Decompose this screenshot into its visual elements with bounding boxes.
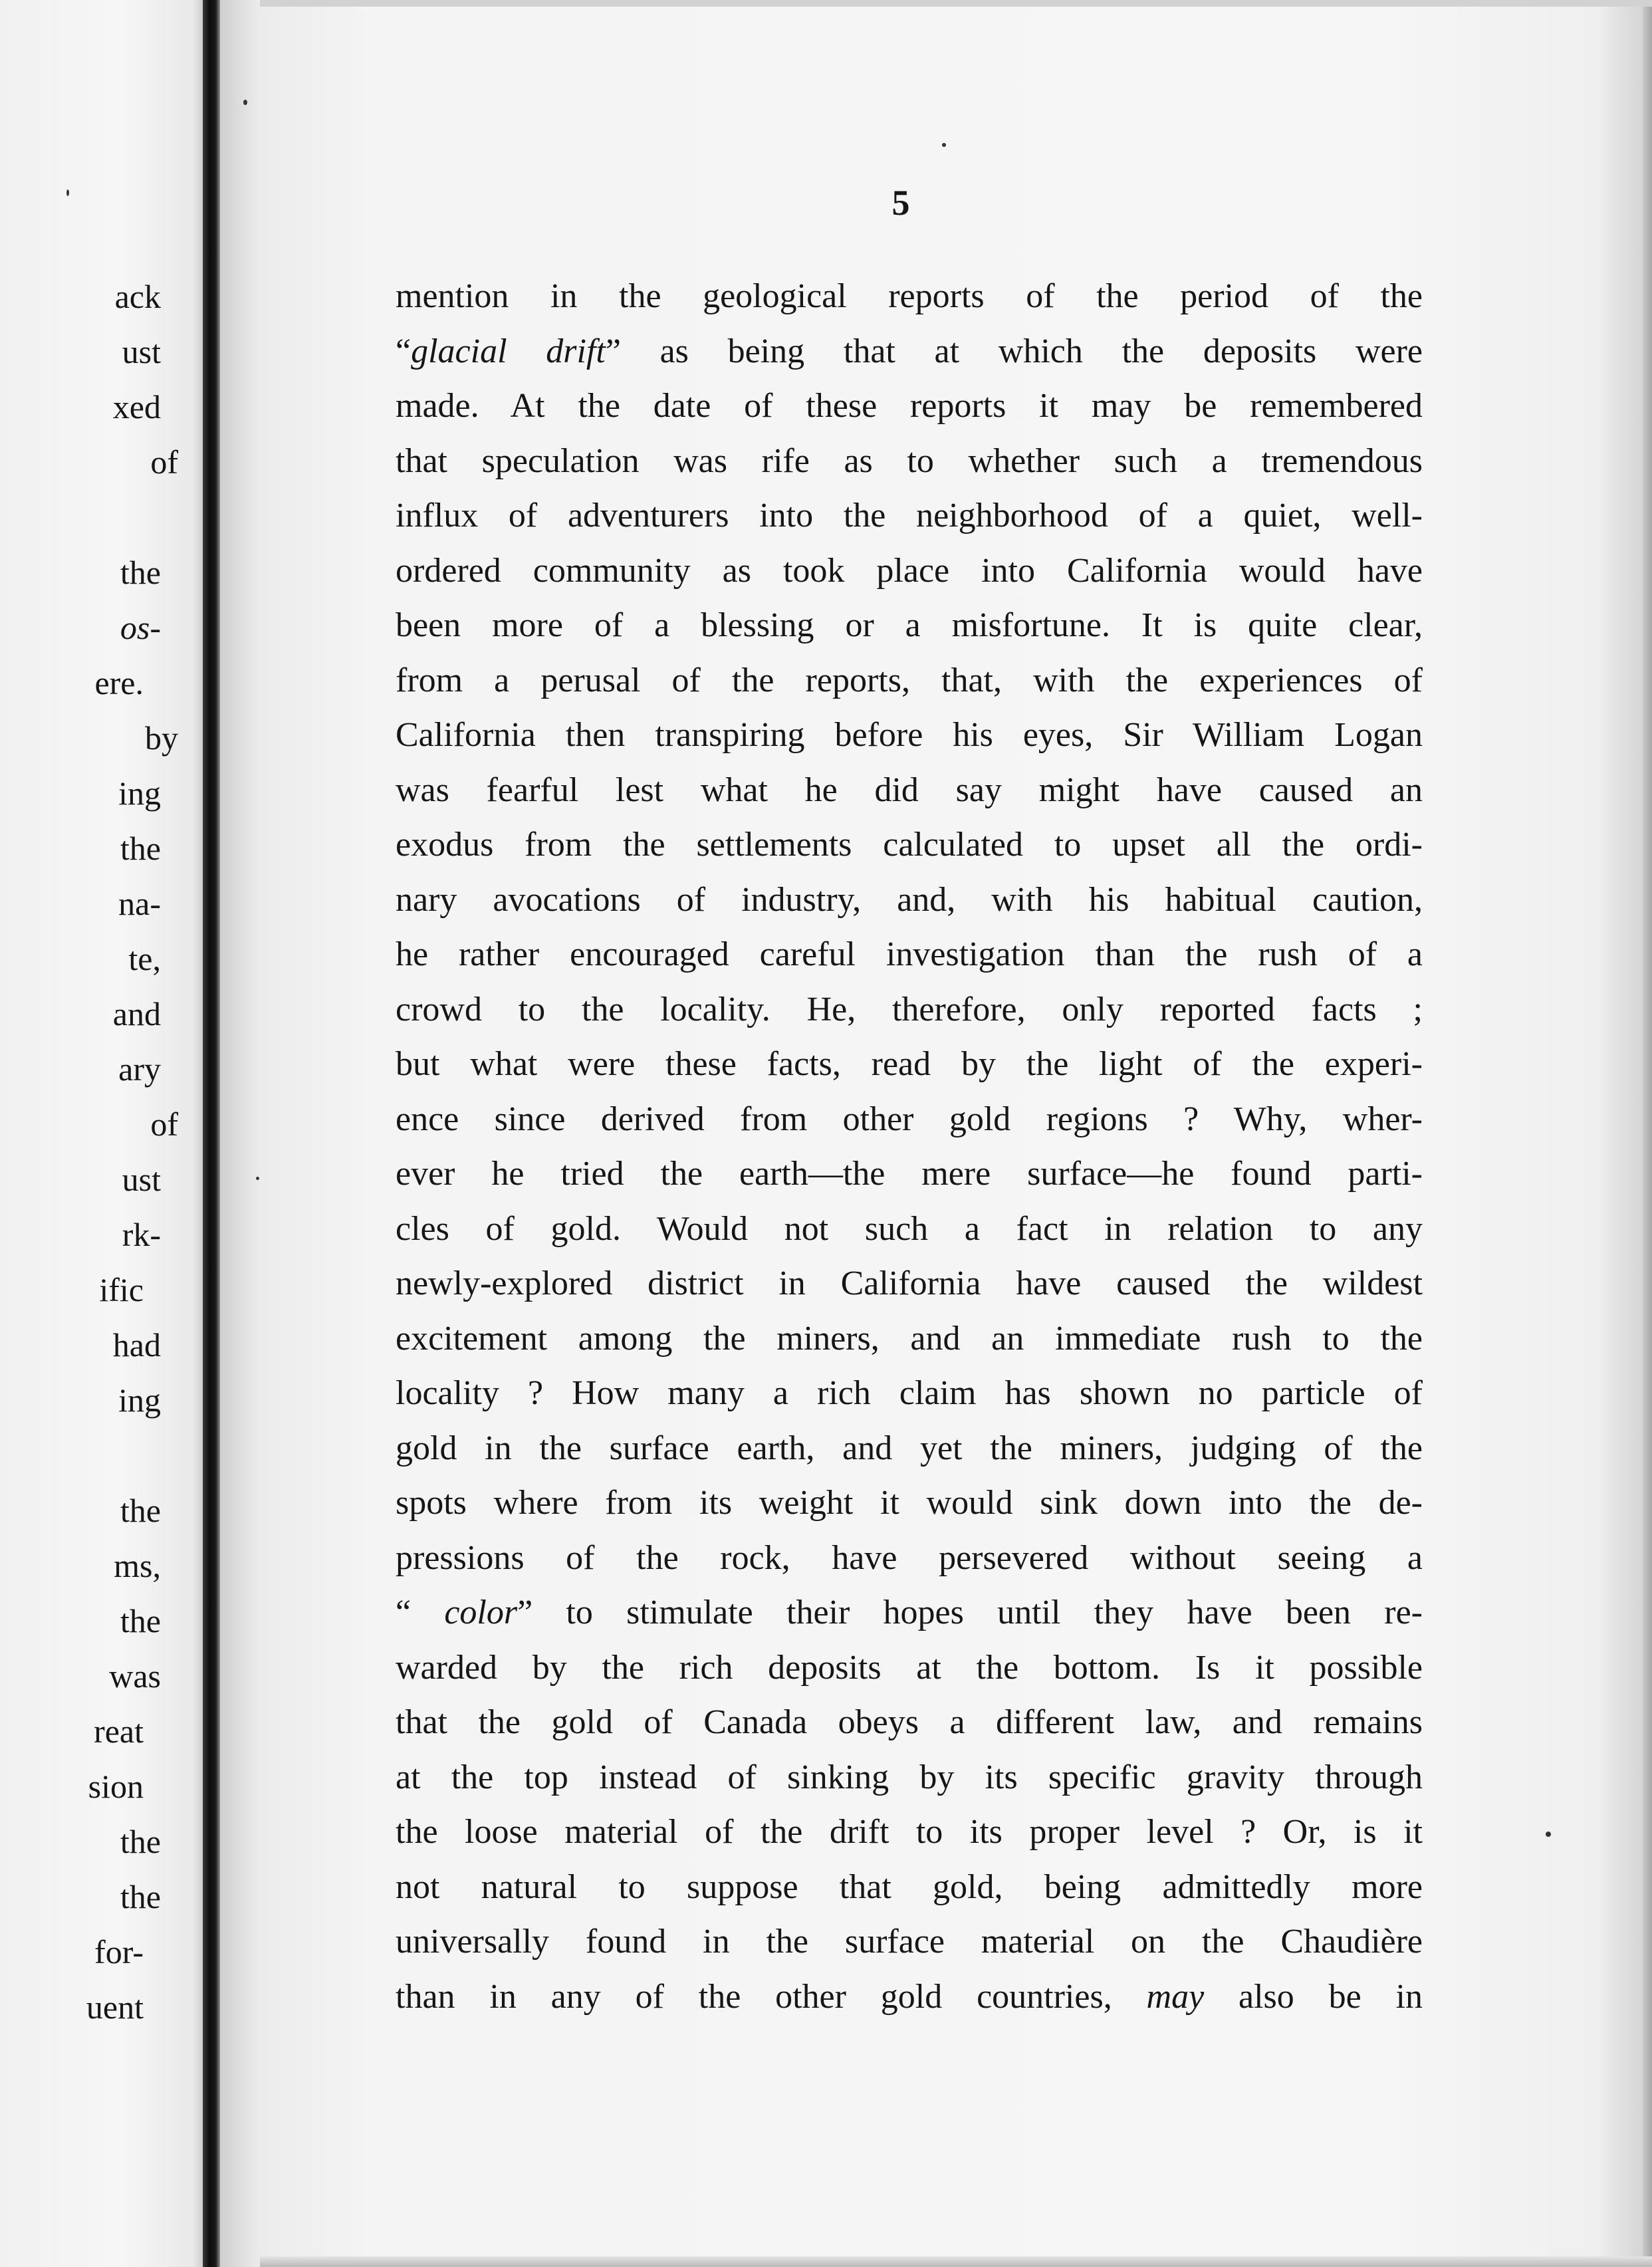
text-run: spots where from its weight it would sink down into the de- — [396, 1484, 1423, 1522]
text-run: he rather encouraged careful investigation than the rush of a — [396, 935, 1423, 973]
text-line — [396, 927, 1423, 983]
left-page-line: of — [150, 443, 178, 481]
text-run: ence since derived from other gold regions ? Why, wher- — [396, 1100, 1423, 1138]
page-edge — [1643, 0, 1652, 2267]
text-line — [396, 1531, 1423, 1586]
text-line — [396, 1092, 1423, 1147]
text-line — [396, 324, 1423, 380]
left-page-line: the — [120, 1878, 161, 1915]
text-line — [396, 1147, 1423, 1202]
text-line — [396, 1970, 1423, 2025]
left-page-line: te, — [128, 940, 161, 977]
text-run: that the gold of Canada obeys a different law, and remains — [396, 1703, 1423, 1741]
text-run: also be in — [1204, 1977, 1423, 2016]
left-page-line: sion — [88, 1768, 144, 1805]
text-run: ordered community as took place into California would have — [396, 551, 1423, 590]
page-number: 5 — [891, 183, 910, 223]
text-run: than in any of the other gold countries, — [396, 1977, 1147, 2016]
page-top-edge — [260, 0, 1652, 7]
text-line — [396, 1476, 1423, 1531]
text-line — [396, 1256, 1423, 1312]
left-page-line: ust — [122, 333, 161, 370]
text-run: “ — [396, 332, 412, 370]
text-line — [396, 763, 1423, 818]
left-page-line: for- — [94, 1933, 144, 1970]
text-line — [396, 1805, 1423, 1860]
left-page-line: ms, — [114, 1547, 161, 1584]
text-run: but what were these facts, read by the light of the experi- — [396, 1045, 1423, 1083]
italic-phrase: may — [1146, 1977, 1205, 2016]
text-run: been more of a blessing or a misfortune. It is quite clear, — [396, 606, 1423, 644]
text-line — [396, 434, 1423, 489]
text-run: crowd to the locality. He, therefore, only reported facts ; — [396, 990, 1423, 1028]
text-line — [396, 598, 1423, 654]
text-line — [396, 269, 1423, 324]
text-line — [396, 544, 1423, 599]
text-run: nary avocations of industry, and, with his habitual caution, — [396, 880, 1423, 919]
text-line — [396, 1202, 1423, 1257]
italic-phrase: glacial drift — [411, 332, 606, 370]
left-page-line: the — [120, 1823, 161, 1860]
text-line — [396, 1641, 1423, 1696]
left-page-line: by — [145, 719, 178, 757]
left-page-line: the — [120, 554, 161, 591]
text-run: exodus from the settlements calculated to upset all the ordi- — [396, 826, 1423, 864]
left-page-line: os- — [120, 609, 161, 646]
left-page-line — [133, 1428, 203, 1483]
left-page-line: had — [112, 1326, 161, 1364]
left-page-line: ust — [122, 1161, 161, 1198]
left-page-line: the — [120, 1492, 161, 1529]
text-run: that speculation was rife as to whether such a tremendous — [396, 441, 1423, 480]
left-page-line: ere. — [94, 664, 144, 701]
left-page-line: ary — [118, 1050, 161, 1088]
left-page-line: ack — [114, 278, 161, 315]
left-page-line — [133, 490, 203, 545]
text-run: California then transpiring before his eyes, Sir William Logan — [396, 716, 1423, 754]
text-run: cles of gold. Would not such a fact in relation to any — [396, 1209, 1423, 1248]
text-line — [396, 708, 1423, 763]
text-run: not natural to suppose that gold, being admittedly more — [396, 1867, 1423, 1906]
paper-speck — [243, 100, 247, 105]
paper-speck — [66, 189, 69, 196]
text-run: “ — [396, 1594, 445, 1631]
left-page-line: uent — [86, 1988, 144, 2026]
text-run: newly-explored district in California have caused the wildest — [396, 1264, 1423, 1302]
text-run: universally found in the surface material on the Chaudière — [396, 1923, 1423, 1961]
text-line — [396, 489, 1423, 544]
left-page-line: na- — [118, 885, 161, 922]
text-line — [396, 654, 1423, 709]
text-line — [396, 1695, 1423, 1750]
text-run: the loose material of the drift to its proper level ? Or, is it — [396, 1813, 1423, 1851]
left-page — [0, 0, 203, 2267]
left-page-line: reat — [94, 1713, 144, 1750]
text-line — [396, 1860, 1423, 1915]
left-page-line: ing — [118, 775, 161, 812]
text-run: at the top instead of sinking by its specific gravity through — [396, 1758, 1423, 1796]
text-run: pressions of the rock, have persevered without seeing a — [396, 1538, 1423, 1577]
left-page-line: ific — [99, 1271, 144, 1308]
book-spine — [203, 0, 220, 2267]
text-line — [396, 1312, 1423, 1367]
text-line — [396, 1037, 1423, 1092]
text-line — [396, 983, 1423, 1038]
text-run: mention in the geological reports of the period of the — [396, 277, 1423, 315]
left-page-line: of — [150, 1106, 178, 1143]
text-line — [396, 1750, 1423, 1806]
left-page-line: the — [120, 830, 161, 867]
text-run: from a perusal of the reports, that, with the experiences of — [396, 661, 1423, 699]
gutter-shadow — [220, 0, 260, 2267]
text-line — [396, 1586, 1423, 1641]
left-page-line: ing — [118, 1381, 161, 1419]
text-run: was fearful lest what he did say might have caused an — [396, 771, 1423, 809]
text-run: ” as being that at which the deposits were — [605, 332, 1423, 370]
paper-speck — [942, 143, 946, 147]
text-run: made. At the date of these reports it may be remembered — [396, 387, 1423, 425]
text-run: excitement among the miners, and an immediate rush to the — [396, 1319, 1423, 1358]
italic-phrase: color — [444, 1594, 518, 1631]
page-bottom-edge — [260, 2256, 1652, 2267]
text-run: locality ? How many a rich claim has shown no particle of — [396, 1374, 1423, 1412]
text-line — [396, 1421, 1423, 1477]
text-line — [396, 873, 1423, 928]
text-run: warded by the rich deposits at the bottom. Is it possible — [396, 1648, 1423, 1687]
paper-speck — [256, 1177, 259, 1180]
body-text — [396, 269, 1423, 2024]
left-page-line: was — [109, 1657, 161, 1695]
text-run: influx of adventurers into the neighborhood of a quiet, well- — [396, 497, 1423, 535]
text-line — [396, 1915, 1423, 1970]
left-page-line: the — [120, 1602, 161, 1639]
text-line — [396, 818, 1423, 873]
left-page-line: xed — [112, 388, 161, 425]
text-line — [396, 379, 1423, 434]
text-run: ever he tried the earth—the mere surface—he found parti- — [396, 1155, 1423, 1193]
text-run: ” to stimulate their hopes until they have been re- — [517, 1594, 1423, 1631]
paper-speck — [1546, 1832, 1551, 1837]
left-page-line: rk- — [122, 1216, 161, 1253]
left-page-line: and — [112, 995, 161, 1032]
text-line — [396, 1366, 1423, 1421]
text-run: gold in the surface earth, and yet the miners, judging of the — [396, 1429, 1423, 1467]
